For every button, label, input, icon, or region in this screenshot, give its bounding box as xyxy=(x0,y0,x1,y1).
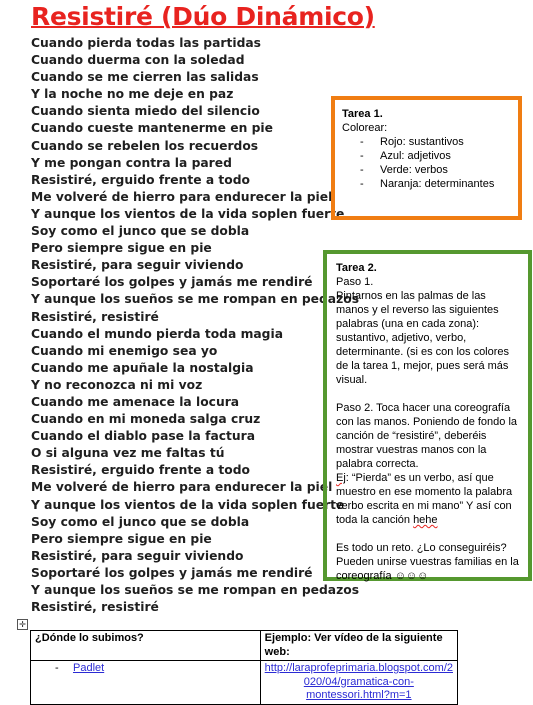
task1-item: - Verde: verbos xyxy=(380,163,511,177)
info-table xyxy=(30,630,458,705)
lyric-line: Resistiré, resistiré xyxy=(31,600,159,615)
lyric-line: Cuando sienta miedo del silencio xyxy=(31,104,260,119)
lyric-line: Resistiré, para seguir viviendo xyxy=(31,258,244,273)
padlet-link[interactable]: Padlet xyxy=(73,662,105,674)
task1-item: - Azul: adjetivos xyxy=(380,149,511,163)
lyric-line: Y aunque los sueños se me rompan en pedazos xyxy=(31,292,360,307)
lyric-line: Soy como el junco que se dobla xyxy=(31,224,250,239)
lyric-line: Cuando mi enemigo sea yo xyxy=(31,343,218,358)
table-move-handle-icon[interactable]: ✛ xyxy=(17,619,28,630)
lyric-line: Resistiré, erguido frente a todo xyxy=(31,172,250,187)
task2-example xyxy=(336,471,519,527)
lyric-line: Cuando me apuñale la nostalgia xyxy=(31,360,254,375)
lyric-line: Cuando se rebelen los recuerdos xyxy=(31,138,259,153)
lyric-line: Cuando el mundo pierda toda magia xyxy=(31,326,283,341)
lyric-line: Pero siempre sigue en pie xyxy=(31,241,212,256)
lyric-line: Soportaré los golpes y jamás me rendiré xyxy=(31,565,313,580)
lyric-line: Cuando en mi moneda salga cruz xyxy=(31,412,261,427)
lyric-line: Y la noche no me deje en paz xyxy=(31,87,234,102)
lyric-line: Cuando se me cierren las salidas xyxy=(31,70,259,85)
table-header-example: Ejemplo: Ver vídeo de la siguiente web: xyxy=(260,631,457,661)
task2-step1-label: Paso 1. xyxy=(336,276,374,288)
lyric-line: Y no reconozca ni mi voz xyxy=(31,377,203,392)
link-line: http://laraprofeprimaria.blogspot.com/2 xyxy=(264,662,453,674)
lyric-line: Y me pongan contra la pared xyxy=(31,155,232,170)
task2-step2-text: Paso 2. Toca hacer una coreografía con las manos. Poniendo de fondo la canción de “resistiré”, deberéis mostrar vuestras manos con la palabra correcta. xyxy=(336,402,518,470)
task2-title: Tarea 2. xyxy=(336,262,377,274)
task2-step1-text: Pintarnos en las palmas de las manos y el reverso las siguientes palabras (una en cada zona): sustantivo, adjetivo, verbo, determinante. (si es con los colores de la tarea 1, mejor, pues será más visual. xyxy=(336,290,510,386)
lyric-line: Resistiré, erguido frente a todo xyxy=(31,463,250,478)
link-line: montessori.html?m=1 xyxy=(306,689,412,701)
example-prefix: Ej xyxy=(336,472,346,484)
table-cell-where: - Padlet xyxy=(31,661,261,705)
lyric-line: Soportaré los golpes y jamás me rendiré xyxy=(31,275,313,290)
lyric-line: Y aunque los vientos de la vida soplen fuerte xyxy=(31,206,345,221)
task1-color-list xyxy=(342,135,511,191)
blog-link[interactable] xyxy=(265,662,453,701)
lyric-line: Cuando el diablo pase la factura xyxy=(31,429,256,444)
table-cell-example xyxy=(260,661,457,705)
lyric-line: Pero siempre sigue en pie xyxy=(31,531,212,546)
table-header-where: ¿Dónde lo subimos? xyxy=(31,631,261,661)
lyric-line: O si alguna vez me faltas tú xyxy=(31,446,225,461)
lyrics-list xyxy=(31,35,359,616)
lyric-line: Cuando pierda todas las partidas xyxy=(31,36,261,50)
task2-box xyxy=(323,250,532,581)
task2-closing: Es todo un reto. ¿Lo conseguiréis? Pueden unirse vuestras familias en la coreografía ☺☺☺ xyxy=(336,542,519,582)
task1-item: - Rojo: sustantivos xyxy=(380,135,511,149)
lyric-line: Y aunque los vientos de la vida soplen fuerte xyxy=(31,497,345,512)
lyric-line: Soy como el junco que se dobla xyxy=(31,514,250,529)
lyric-line: Cuando duerma con la soledad xyxy=(31,53,245,68)
lyric-line: Resistiré, para seguir viviendo xyxy=(31,548,244,563)
song-title: Resistiré (Dúo Dinámico) xyxy=(31,2,375,31)
task1-box xyxy=(331,96,522,220)
example-text: : “Pierda” es un verbo, así que muestro en ese momento la palabra verbo escrita en mi mano” Y así con toda la canción xyxy=(336,472,513,526)
link-line: 020/04/gramatica-con- xyxy=(303,675,414,688)
example-suffix: hehe xyxy=(413,514,438,526)
task1-title: Tarea 1. xyxy=(342,108,383,120)
lyric-line: Cuando me amenace la locura xyxy=(31,394,240,409)
task1-item: - Naranja: determinantes xyxy=(380,177,511,191)
lyric-line: Me volveré de hierro para endurecer la piel xyxy=(31,480,333,495)
task1-intro: Colorear: xyxy=(342,122,388,134)
lyric-line: Y aunque los sueños se me rompan en pedazos xyxy=(31,583,360,597)
lyric-line: Me volveré de hierro para endurecer la piel xyxy=(31,189,333,204)
lyric-line: Resistiré, resistiré xyxy=(31,309,159,324)
lyric-line: Cuando cueste mantenerme en pie xyxy=(31,121,273,136)
